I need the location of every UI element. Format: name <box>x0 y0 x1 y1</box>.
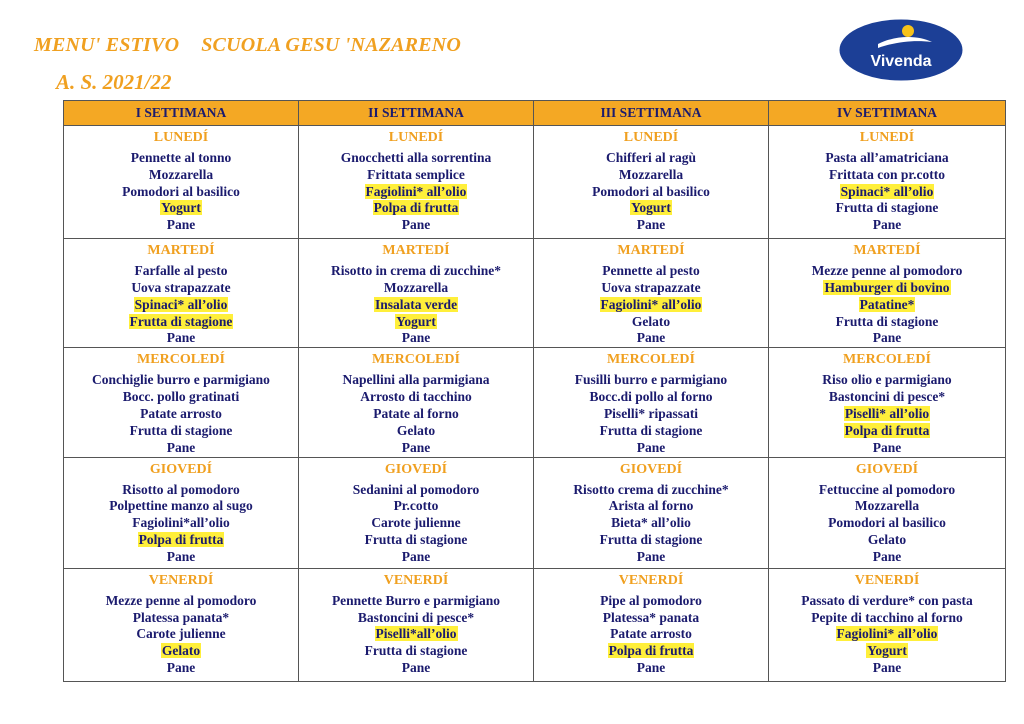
menu-item-text: Pane <box>166 659 196 675</box>
day-name: GIOVEDÍ <box>384 461 448 477</box>
menu-item <box>771 150 1003 167</box>
menu-item-text: Pipe al pomodoro <box>600 592 702 608</box>
menu-item <box>66 263 296 280</box>
menu-item <box>536 549 766 566</box>
menu-item-text: Pane <box>872 659 902 675</box>
menu-item-text: Uova strapazzate <box>601 280 701 295</box>
menu-item <box>536 440 766 457</box>
menu-item <box>536 200 766 217</box>
menu-item-text: Farfalle al pesto <box>134 263 228 279</box>
menu-item <box>536 532 766 549</box>
menu-item <box>771 482 1003 499</box>
menu-item <box>66 549 296 566</box>
menu-item-text: Fagiolini*all’olio <box>132 515 230 531</box>
menu-item <box>771 532 1003 549</box>
menu-item <box>301 498 531 515</box>
day-row <box>64 239 1006 348</box>
menu-item-text: Yogurt <box>631 200 671 216</box>
menu-item <box>66 643 296 660</box>
vivenda-logo <box>838 18 964 82</box>
menu-item-text: Pane <box>636 439 666 455</box>
menu-item-text: Pennette Burro e parmigiano <box>331 592 501 608</box>
menu-item-text: Gelato <box>631 313 671 329</box>
menu-item-text: Insalata verde <box>374 296 458 312</box>
menu-title <box>34 34 461 57</box>
menu-item <box>66 330 296 347</box>
menu-item <box>536 150 766 167</box>
menu-item-text: Pane <box>636 330 666 346</box>
week-header: IV SETTIMANA <box>769 101 1006 126</box>
menu-item-text: Pane <box>401 217 431 233</box>
menu-item-text: Pepite di tacchino al forno <box>811 609 963 625</box>
menu-item-text: Patatine* <box>859 296 915 312</box>
menu-item-text: Polpa di frutta <box>844 422 930 438</box>
menu-cell <box>769 239 1006 348</box>
menu-cell <box>64 126 299 239</box>
menu-item-text: Carote julienne <box>136 626 226 642</box>
menu-item-text: Bocc.di pollo al forno <box>589 389 713 405</box>
menu-item <box>301 515 531 532</box>
menu-item <box>301 150 531 167</box>
menu-item <box>66 610 296 627</box>
menu-cell <box>769 457 1006 568</box>
menu-item <box>66 200 296 217</box>
day-name: GIOVEDÍ <box>855 461 919 477</box>
menu-cell <box>769 126 1006 239</box>
day-name: VENERDÍ <box>383 572 449 588</box>
day-name: MARTEDÍ <box>853 243 921 259</box>
menu-item-text: Pane <box>872 548 902 564</box>
menu-item-text: Pane <box>636 548 666 564</box>
menu-item <box>536 314 766 331</box>
menu-item-text: Patate arrosto <box>140 405 222 421</box>
menu-item-text: Frutta di stagione <box>364 643 468 659</box>
menu-item <box>771 200 1003 217</box>
menu-item <box>771 184 1003 201</box>
menu-cell <box>299 568 534 681</box>
day-row <box>64 126 1006 239</box>
menu-cell <box>64 568 299 681</box>
day-name: VENERDÍ <box>148 572 214 588</box>
menu-item <box>66 217 296 234</box>
menu-item <box>771 297 1003 314</box>
menu-item-text: Patate al forno <box>373 405 459 421</box>
menu-item <box>66 498 296 515</box>
day-name: LUNEDÍ <box>859 130 915 145</box>
menu-item-text: Frutta di stagione <box>835 313 939 329</box>
menu-item <box>301 532 531 549</box>
menu-item <box>771 643 1003 660</box>
logo-text: Vivenda <box>870 53 932 70</box>
menu-item <box>66 167 296 184</box>
menu-item-text: Hamburger di bovino <box>824 280 950 295</box>
menu-item <box>536 610 766 627</box>
menu-title-left: MENU' ESTIVO <box>34 34 180 56</box>
menu-item-text: Pane <box>166 548 196 564</box>
menu-item-text: Frutta di stagione <box>129 422 233 438</box>
menu-item <box>66 532 296 549</box>
menu-item <box>536 423 766 440</box>
menu-item-text: Arista al forno <box>608 498 694 514</box>
menu-item <box>536 217 766 234</box>
menu-item <box>301 297 531 314</box>
menu-item <box>536 297 766 314</box>
menu-item <box>66 314 296 331</box>
menu-item <box>301 593 531 610</box>
menu-item-text: Uova strapazzate <box>131 280 231 295</box>
menu-item <box>536 593 766 610</box>
menu-item-text: Mezze penne al pomodoro <box>811 263 963 279</box>
menu-item <box>536 330 766 347</box>
menu-item <box>536 184 766 201</box>
menu-item <box>536 372 766 389</box>
menu-item <box>771 660 1003 677</box>
menu-item <box>536 626 766 643</box>
menu-item-text: Gelato <box>161 643 201 659</box>
day-name: MERCOLEDÍ <box>607 352 695 368</box>
menu-item-text: Mozzarella <box>854 498 920 514</box>
menu-item-text: Pane <box>166 439 196 455</box>
menu-item <box>771 372 1003 389</box>
menu-item-text: Arrosto di tacchino <box>360 389 472 405</box>
menu-item-text: Mozzarella <box>618 166 684 182</box>
day-row <box>64 348 1006 457</box>
menu-cell <box>299 239 534 348</box>
menu-item-text: Risotto crema di zucchine* <box>573 481 729 497</box>
menu-cell <box>64 348 299 457</box>
menu-item-text: Polpa di frutta <box>608 643 694 659</box>
menu-cell <box>534 126 769 239</box>
menu-item <box>771 217 1003 234</box>
menu-item-text: Pane <box>872 439 902 455</box>
menu-item-text: Pane <box>401 659 431 675</box>
menu-item <box>301 660 531 677</box>
menu-item <box>301 440 531 457</box>
menu-item-text: Polpa di frutta <box>373 200 459 216</box>
menu-item <box>301 626 531 643</box>
menu-item <box>66 297 296 314</box>
menu-item-text: Gnocchetti alla sorrentina <box>340 150 492 165</box>
menu-item <box>536 280 766 297</box>
menu-item <box>66 280 296 297</box>
menu-cell <box>769 568 1006 681</box>
menu-item-text: Pane <box>166 217 196 233</box>
menu-cell <box>64 239 299 348</box>
menu-item-text: Frittata semplice <box>367 166 465 182</box>
menu-item-text: Pane <box>166 330 196 346</box>
week-header: I SETTIMANA <box>64 101 299 126</box>
menu-item <box>771 423 1003 440</box>
menu-item-text: Polpa di frutta <box>138 531 224 547</box>
menu-item <box>66 423 296 440</box>
menu-item-text: Pane <box>636 659 666 675</box>
menu-item-text: Carote julienne <box>371 515 461 531</box>
menu-item-text: Mezze penne al pomodoro <box>105 592 257 608</box>
menu-item <box>301 610 531 627</box>
menu-item <box>771 167 1003 184</box>
menu-item-text: Pane <box>401 548 431 564</box>
menu-item <box>66 372 296 389</box>
menu-item <box>301 314 531 331</box>
menu-item <box>301 330 531 347</box>
menu-item <box>771 330 1003 347</box>
day-name: LUNEDÍ <box>623 130 679 145</box>
menu-item <box>66 150 296 167</box>
menu-item-text: Yogurt <box>396 313 436 329</box>
menu-item <box>66 482 296 499</box>
menu-item <box>66 515 296 532</box>
menu-item-text: Yogurt <box>867 643 907 659</box>
menu-item-text: Bastoncini di pesce* <box>828 389 946 405</box>
day-name: MERCOLEDÍ <box>843 352 931 368</box>
menu-item-text: Passato di verdure* con pasta <box>801 592 973 608</box>
day-name: MARTEDÍ <box>147 243 215 259</box>
day-name: GIOVEDÍ <box>619 461 683 477</box>
menu-item <box>301 217 531 234</box>
menu-item-text: Pane <box>872 330 902 346</box>
menu-item-text: Mozzarella <box>148 166 214 182</box>
day-row <box>64 457 1006 568</box>
day-name: VENERDÍ <box>854 572 920 588</box>
menu-item-text: Gelato <box>867 531 907 547</box>
menu-item-text: Bastoncini di pesce* <box>357 609 475 625</box>
menu-item-text: Pasta all’amatriciana <box>825 150 949 165</box>
menu-item-text: Fusilli burro e parmigiano <box>574 372 728 388</box>
menu-item <box>66 626 296 643</box>
menu-item-text: Conchiglie burro e parmigiano <box>92 372 270 388</box>
menu-item-text: Pomodori al basilico <box>592 183 710 199</box>
menu-item-text: Piselli* all’olio <box>844 405 930 421</box>
menu-item <box>301 280 531 297</box>
menu-item <box>536 643 766 660</box>
menu-item-text: Piselli*all’olio <box>375 626 457 642</box>
menu-item <box>536 660 766 677</box>
menu-item <box>66 593 296 610</box>
menu-item <box>301 184 531 201</box>
school-name: SCUOLA GESU 'NAZARENO <box>201 34 462 56</box>
menu-item <box>301 482 531 499</box>
menu-item <box>536 167 766 184</box>
menu-item <box>301 263 531 280</box>
day-name: GIOVEDÍ <box>149 461 213 477</box>
menu-item <box>771 280 1003 297</box>
menu-item <box>771 440 1003 457</box>
menu-item <box>771 498 1003 515</box>
day-name: MARTEDÍ <box>382 243 450 259</box>
day-name: VENERDÍ <box>618 572 684 588</box>
menu-item-text: Piselli* ripassati <box>603 405 699 421</box>
menu-item <box>66 184 296 201</box>
menu-cell <box>534 348 769 457</box>
menu-cell <box>769 348 1006 457</box>
menu-item-text: Pr.cotto <box>393 498 439 514</box>
menu-item-text: Mozzarella <box>383 280 449 295</box>
menu-table <box>63 100 1006 682</box>
menu-item <box>301 389 531 406</box>
day-name: MERCOLEDÍ <box>137 352 225 368</box>
menu-item-text: Frutta di stagione <box>599 422 703 438</box>
menu-item-text: Fagiolini* all’olio <box>836 626 938 642</box>
menu-item <box>771 314 1003 331</box>
menu-item-text: Gelato <box>396 422 436 438</box>
week-header: III SETTIMANA <box>534 101 769 126</box>
menu-item <box>301 423 531 440</box>
menu-item <box>771 626 1003 643</box>
menu-item-text: Bocc. pollo gratinati <box>122 389 240 405</box>
menu-item <box>301 549 531 566</box>
menu-cell <box>299 126 534 239</box>
menu-item <box>771 515 1003 532</box>
menu-item <box>771 389 1003 406</box>
menu-item <box>771 263 1003 280</box>
week-header-row <box>64 101 1006 126</box>
menu-cell <box>534 239 769 348</box>
menu-item-text: Frittata con pr.cotto <box>828 166 946 182</box>
sun-icon <box>902 25 914 37</box>
menu-cell <box>64 457 299 568</box>
menu-item <box>66 406 296 423</box>
menu-item-text: Spinaci* all’olio <box>134 296 228 312</box>
menu-item <box>66 660 296 677</box>
menu-item-text: Frutta di stagione <box>835 200 939 216</box>
menu-item <box>771 406 1003 423</box>
menu-item-text: Platessa* panata <box>602 609 700 625</box>
menu-item <box>771 549 1003 566</box>
menu-item-text: Risotto in crema di zucchine* <box>331 263 501 279</box>
menu-item <box>301 200 531 217</box>
day-name: MARTEDÍ <box>617 243 685 259</box>
menu-cell <box>299 457 534 568</box>
menu-item-text: Riso olio e parmigiano <box>822 372 952 388</box>
menu-cell <box>534 568 769 681</box>
menu-item-text: Yogurt <box>161 200 201 216</box>
menu-item <box>536 515 766 532</box>
menu-item-text: Pennette al pesto <box>602 263 700 279</box>
menu-item <box>66 389 296 406</box>
school-year: A. S. 2021/22 <box>56 70 172 94</box>
menu-item-text: Frutta di stagione <box>129 313 233 329</box>
menu-item <box>301 406 531 423</box>
menu-item-text: Fagiolini* all’olio <box>600 296 702 312</box>
menu-item-text: Frutta di stagione <box>364 531 468 547</box>
menu-item <box>536 389 766 406</box>
day-name: LUNEDÍ <box>153 130 209 145</box>
menu-item <box>301 372 531 389</box>
menu-item-text: Napellini alla parmigiana <box>342 372 490 388</box>
menu-item-text: Pomodori al basilico <box>828 515 946 531</box>
week-header: II SETTIMANA <box>299 101 534 126</box>
menu-item-text: Pomodori al basilico <box>122 183 240 199</box>
menu-item <box>536 482 766 499</box>
menu-item-text: Sedanini al pomodoro <box>352 481 480 497</box>
menu-item-text: Chifferi al ragù <box>606 150 696 165</box>
menu-item-text: Polpettine manzo al sugo <box>109 498 253 514</box>
menu-cell <box>534 457 769 568</box>
day-name: MERCOLEDÍ <box>372 352 460 368</box>
menu-item <box>771 610 1003 627</box>
menu-item-text: Bieta* all’olio <box>611 515 691 531</box>
menu-item-text: Patate arrosto <box>610 626 692 642</box>
menu-cell <box>299 348 534 457</box>
menu-item-text: Fagiolini* all’olio <box>365 183 467 199</box>
menu-item <box>536 406 766 423</box>
day-row <box>64 568 1006 681</box>
menu-item <box>536 263 766 280</box>
menu-item <box>301 643 531 660</box>
menu-item <box>536 498 766 515</box>
menu-item-text: Pennette al tonno <box>130 150 232 165</box>
menu-item-text: Pane <box>636 217 666 233</box>
menu-item-text: Pane <box>401 439 431 455</box>
menu-item-text: Pane <box>401 330 431 346</box>
menu-item-text: Fettuccine al pomodoro <box>818 481 956 497</box>
menu-item <box>771 593 1003 610</box>
day-name: LUNEDÍ <box>388 130 444 145</box>
menu-item <box>301 167 531 184</box>
menu-item-text: Platessa panata* <box>132 609 230 625</box>
menu-item-text: Frutta di stagione <box>599 531 703 547</box>
menu-item-text: Risotto al pomodoro <box>122 481 240 497</box>
menu-item <box>66 440 296 457</box>
menu-item-text: Spinaci* all’olio <box>840 183 934 199</box>
menu-item-text: Pane <box>872 217 902 233</box>
